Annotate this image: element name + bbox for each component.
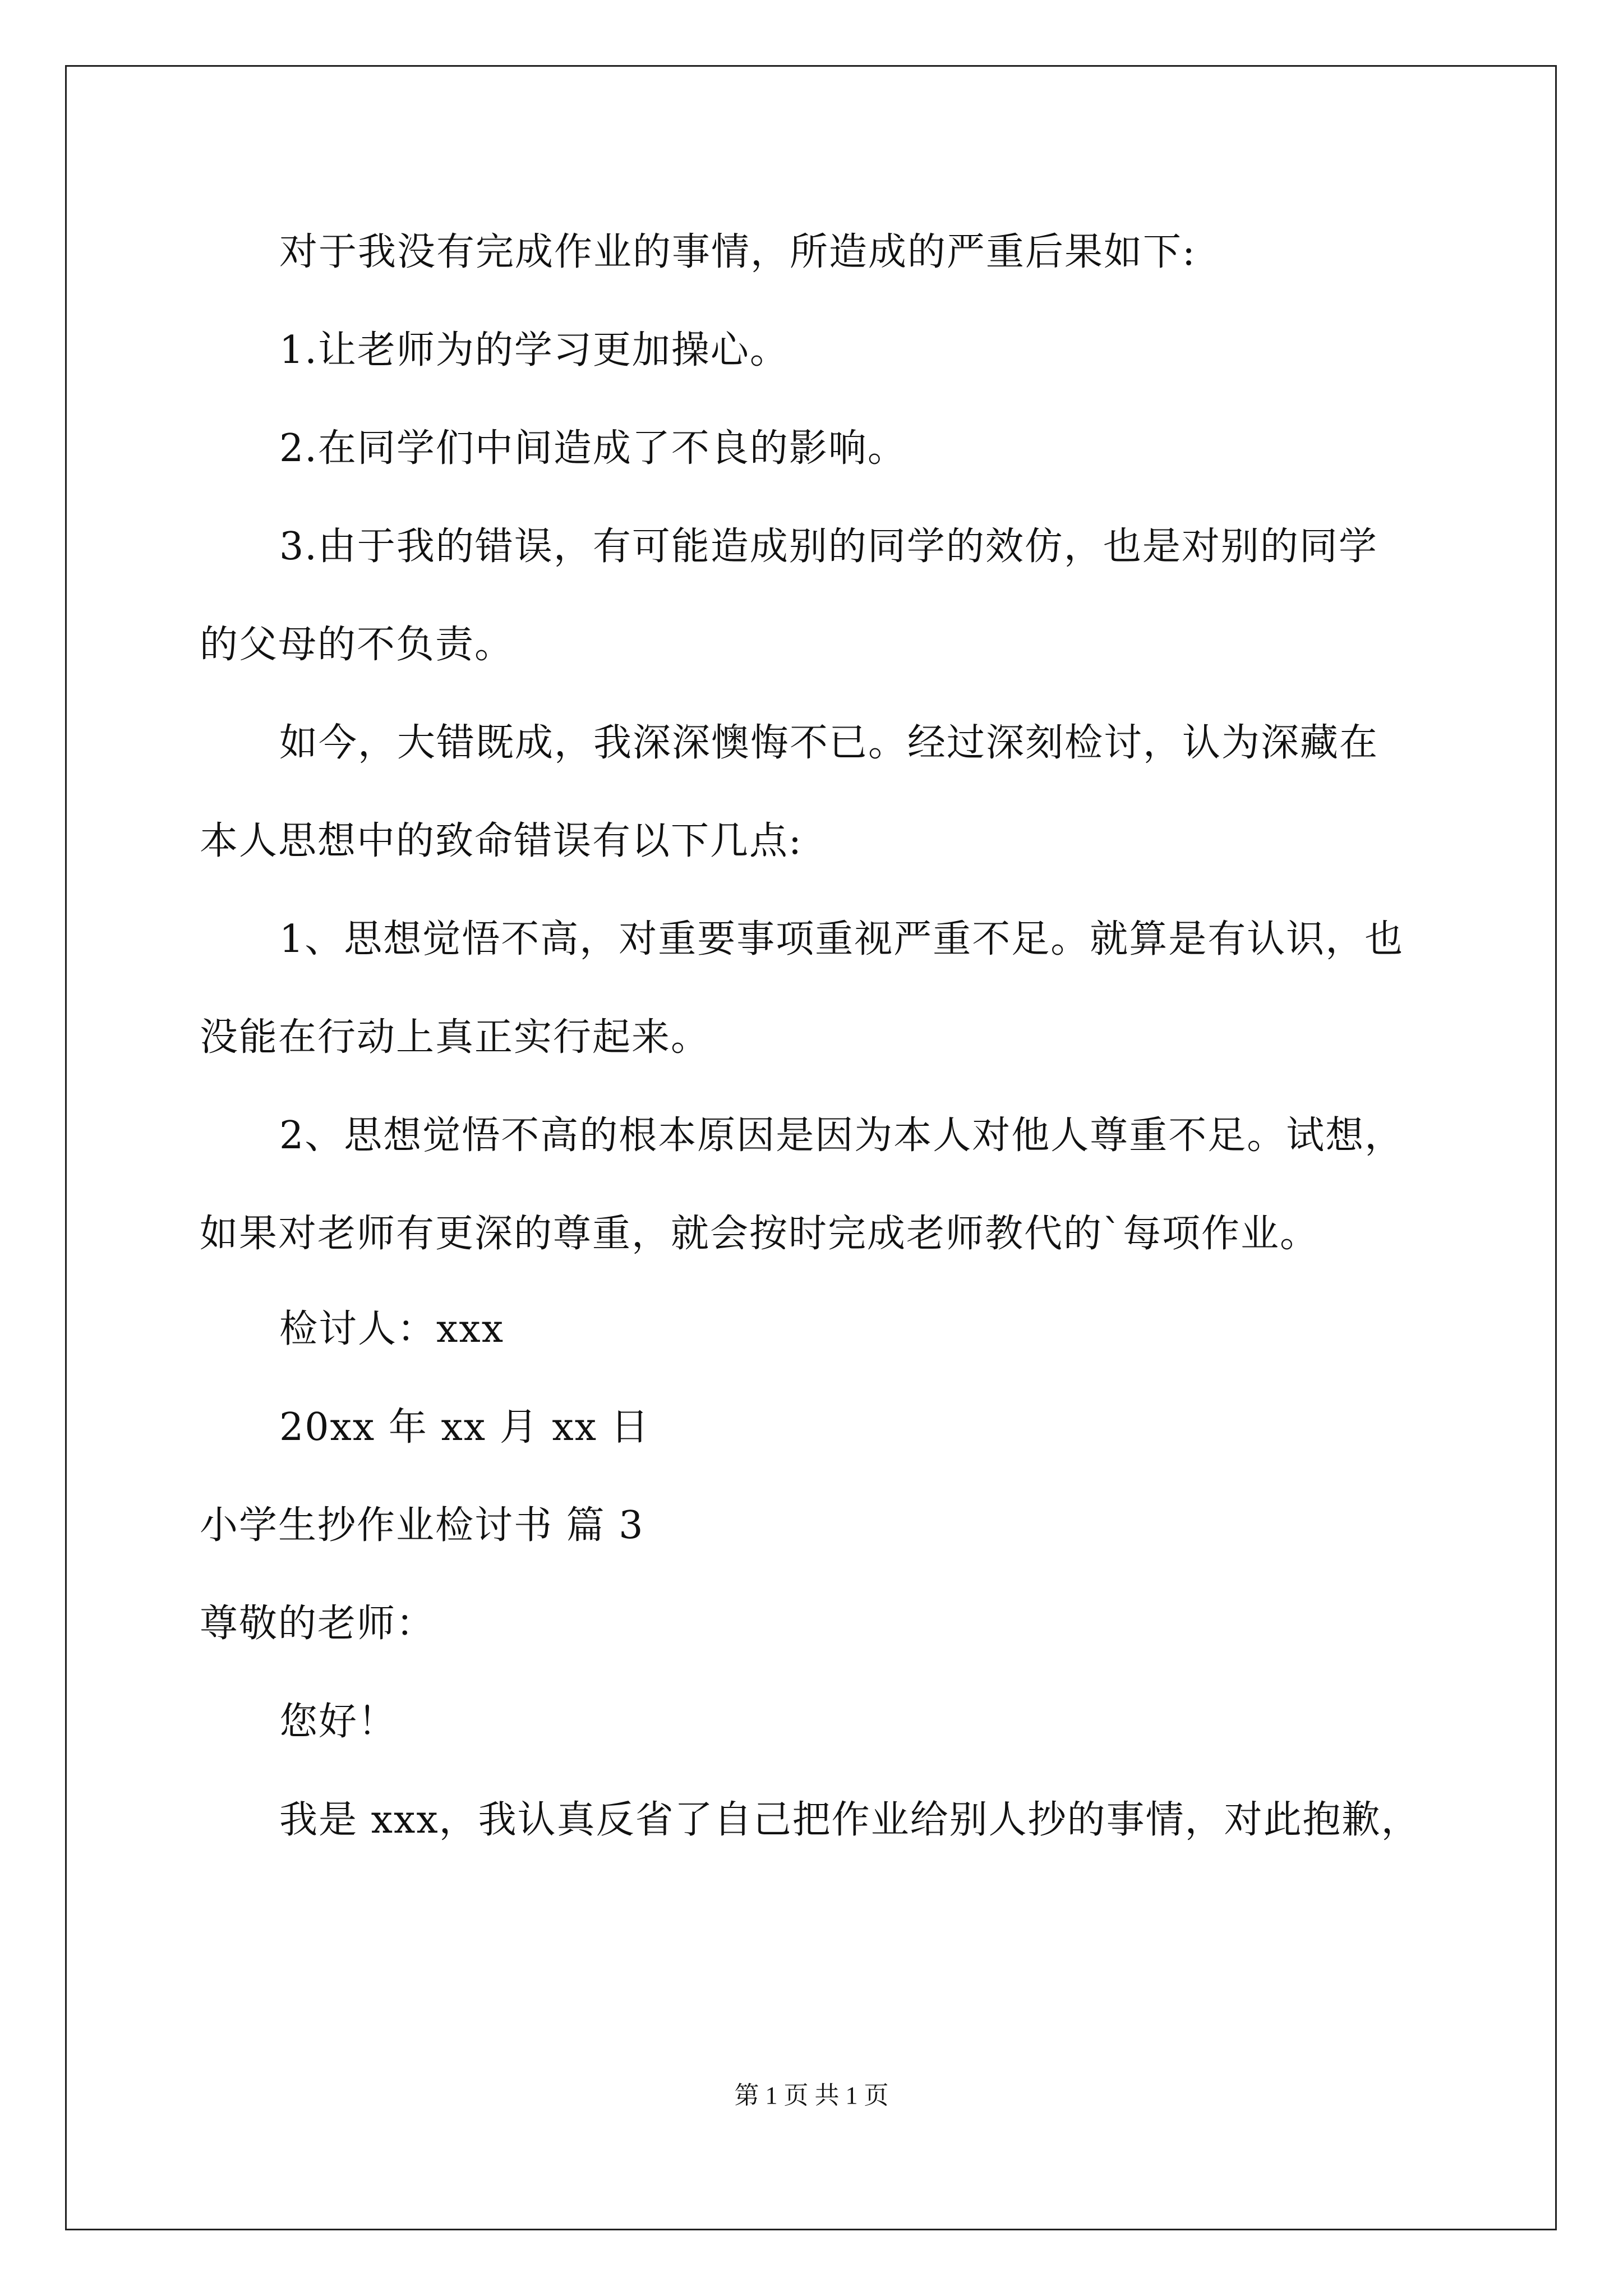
paragraph-regret-cont: 本人思想中的致命错误有以下几点: <box>200 819 803 863</box>
signature-date: 20xx 年 xx 月 xx 日 <box>279 1405 650 1450</box>
list-item-consequence-3: 3.由于我的错误，有可能造成别的同学的效仿，也是对别的同学 <box>279 524 1378 569</box>
paragraph-body: 我是 xxx，我认真反省了自己把作业给别人抄的事情，对此抱歉， <box>279 1798 1421 1842</box>
greeting: 您好！ <box>279 1700 398 1744</box>
paragraph-regret: 如今，大错既成，我深深懊悔不已。经过深刻检讨，认为深藏在 <box>279 721 1379 765</box>
list-item-error-1-cont: 没能在行动上真正实行起来。 <box>200 1015 711 1060</box>
list-item-error-2: 2、思想觉悟不高的根本原因是因为本人对他人尊重不足。试想， <box>279 1114 1404 1158</box>
list-item-consequence-3-cont: 的父母的不负责。 <box>200 623 514 667</box>
paragraph-consequences-intro: 对于我没有完成作业的事情，所造成的严重后果如下: <box>279 230 1196 274</box>
signature-author: 检讨人：xxx <box>279 1307 505 1351</box>
page-footer: 第 1 页 共 1 页 <box>734 2082 889 2109</box>
list-item-error-1: 1、思想觉悟不高，对重要事项重视严重不足。就算是有认识，也 <box>279 917 1404 961</box>
salutation: 尊敬的老师： <box>200 1602 436 1646</box>
list-item-consequence-2: 2.在同学们中间造成了不良的影响。 <box>279 426 907 471</box>
list-item-error-2-cont: 如果对老师有更深的尊重，就会按时完成老师教代的`每项作业。 <box>200 1212 1320 1256</box>
section-heading: 小学生抄作业检讨书 篇 3 <box>200 1503 644 1548</box>
list-item-consequence-1: 1.让老师为的学习更加操心。 <box>279 328 789 372</box>
